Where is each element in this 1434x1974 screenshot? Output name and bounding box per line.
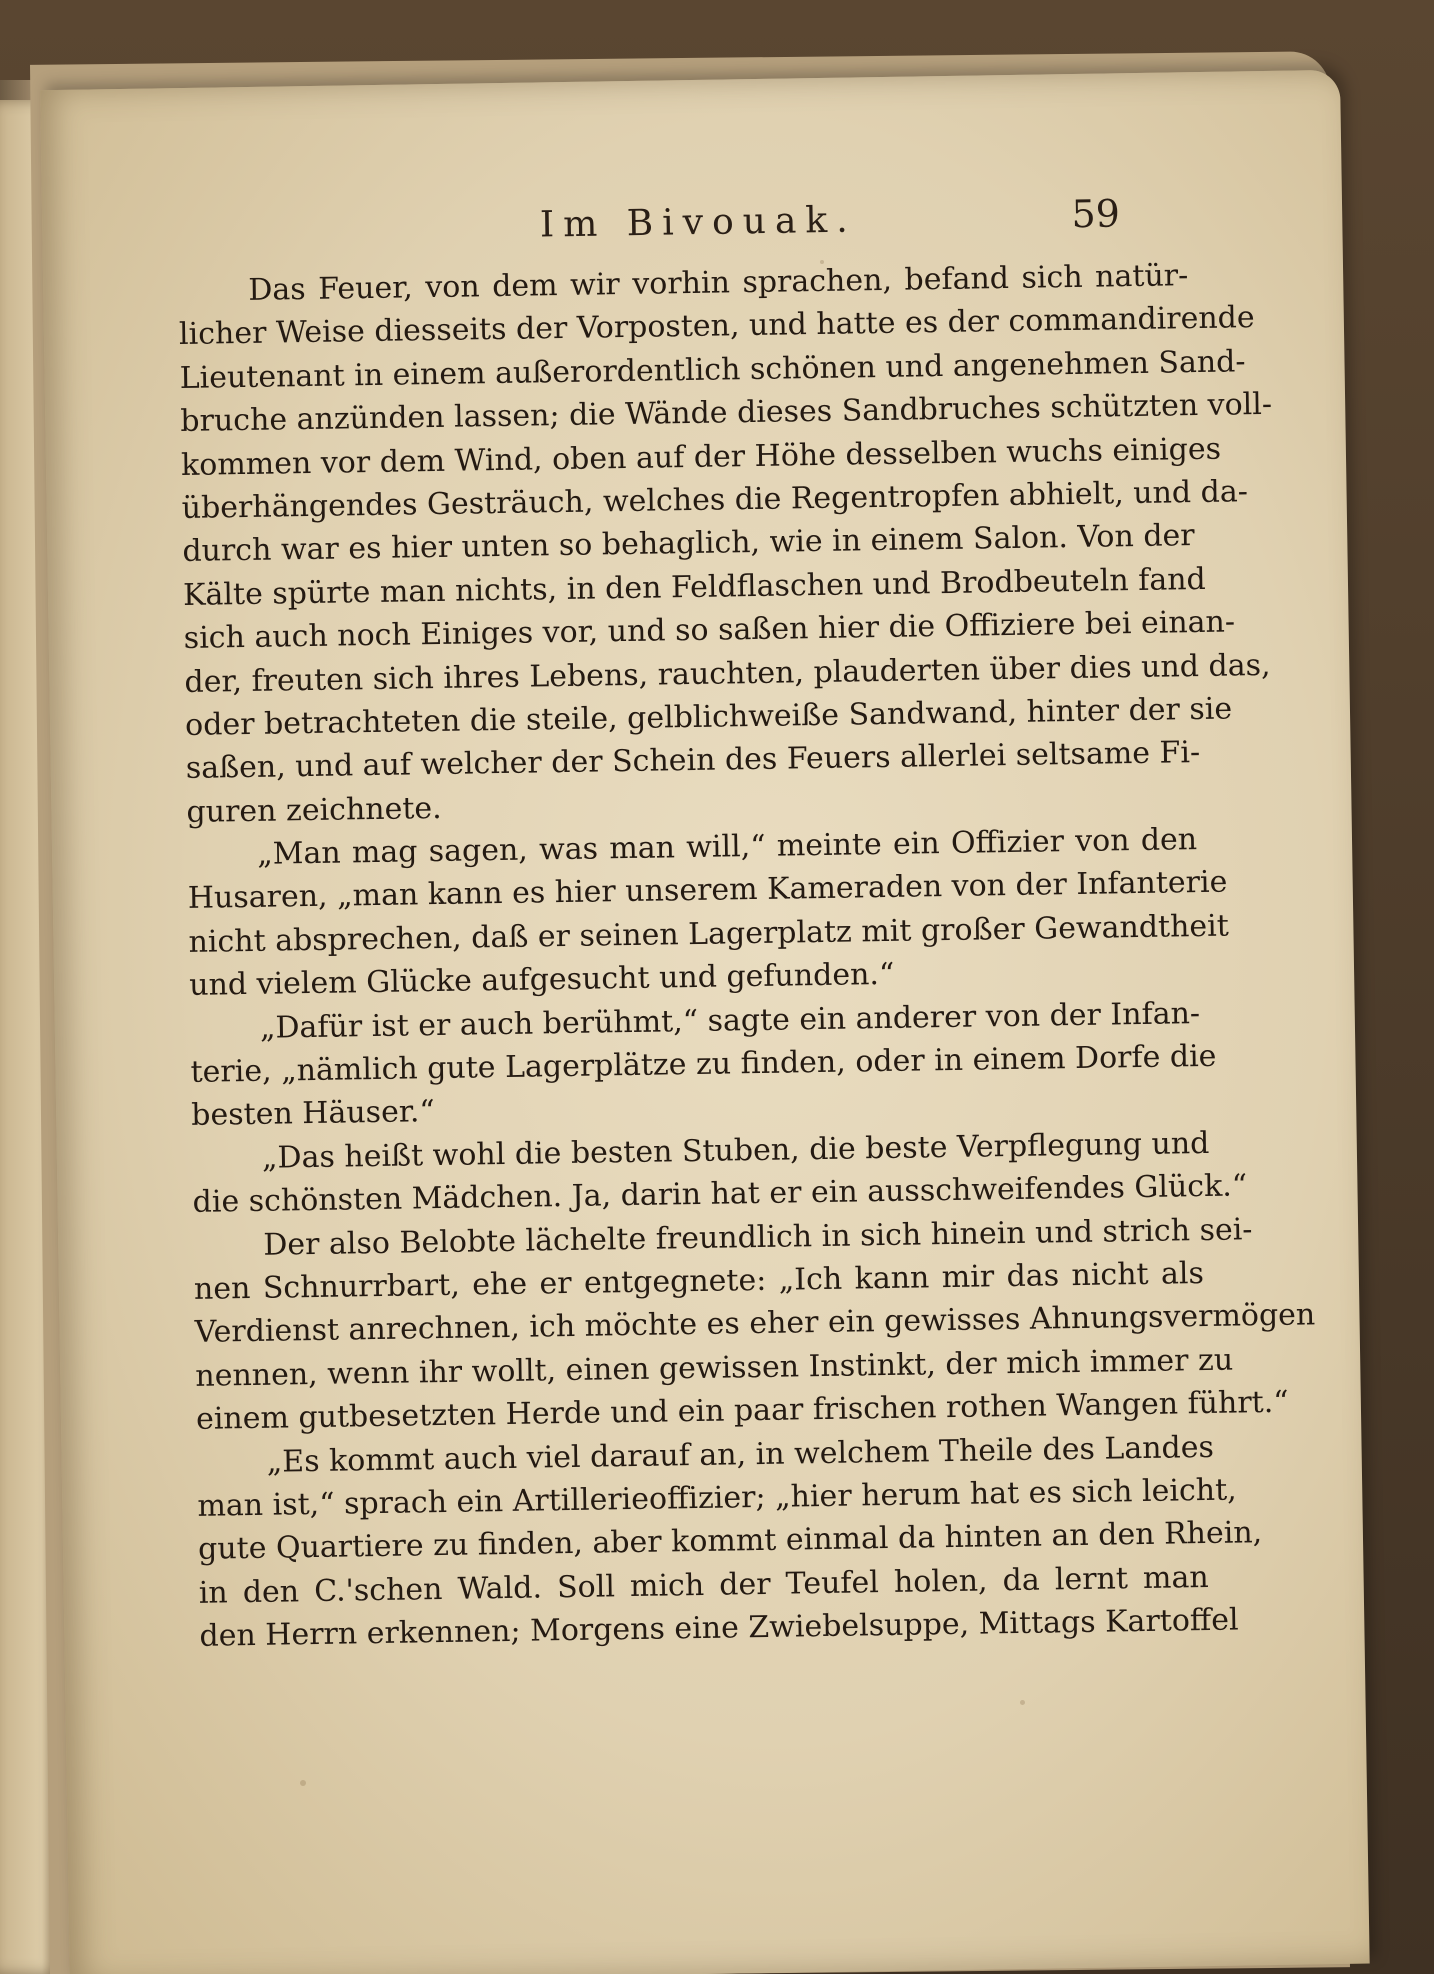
text-line: licher Weise diesseits der Vorposten, und hatte es der commandirende [178, 300, 1255, 353]
text-line: sich auch noch Einiges vor, und so saßen hier die Offiziere bei einan- [183, 604, 1236, 657]
text-line: nennen, wenn ihr wollt, einen gewissen Instinkt, der mich immer zu [195, 1342, 1234, 1394]
text-line: und vielem Glücke aufgesucht und gefunden.“ [188, 957, 895, 1004]
text-line: oder betrachteten die steile, gelblichweiße Sandwand, hinter der sie [184, 691, 1233, 743]
text-line: Verdienst anrechnen, ich möchte es eher ein gewisses Ahnungsvermögen [194, 1297, 1316, 1351]
text-line: den Herrn erkennen; Morgens eine Zwiebelsuppe, Mittags Kartoffel [199, 1602, 1239, 1654]
text-line: einem gutbesetzten Herde und ein paar frischen rothen Wangen führt.“ [195, 1384, 1289, 1438]
paper-fleck [300, 1780, 306, 1786]
text-line: die schönsten Mädchen. Ja, darin hat er ein ausschweifendes Glück.“ [192, 1168, 1248, 1221]
text-line: Lieutenant in einem außerordentlich schönen und angenehmen Sand- [179, 344, 1246, 396]
text-line: Das Feuer, von dem wir vorhin sprachen, befand sich natür- [248, 258, 1189, 308]
paper-fleck [1020, 1700, 1025, 1705]
text-line: kommen vor dem Wind, oben auf der Höhe desselben wuchs einiges [180, 431, 1222, 483]
text-line: nicht absprechen, daß er seinen Lagerplatz mit großer Gewandtheit [188, 908, 1230, 960]
running-title: Im Bivouak. [539, 199, 857, 246]
text-line: nen Schnurrbart, ehe er entgegnete: „Ich kann mir das nicht als [193, 1255, 1205, 1307]
running-head [540, 191, 1121, 260]
text-line: überhängendes Gesträuch, welches die Regentropfen abhielt, und da- [181, 474, 1249, 526]
text-line: saßen, und auf welcher der Schein des Feuers allerlei seltsame Fi- [185, 735, 1201, 787]
text-line: durch war es hier unten so behaglich, wie in einem Salon. Von der [182, 518, 1195, 570]
text-line: „Das heißt wohl die besten Stuben, die beste Verpflegung und [261, 1125, 1210, 1176]
text-line: „Dafür ist er auch berühmt,“ sagte ein anderer von der Infan- [259, 995, 1201, 1046]
text-line: terie, „nämlich gute Lagerplätze zu finden, oder in einem Dorfe die [190, 1038, 1217, 1090]
text-line: der, freuten sich ihres Lebens, rauchten, plauderten über dies und das, [184, 647, 1271, 700]
text-line: gute Quartiere zu finden, aber kommt einmal da hinten an den Rhein, [197, 1515, 1263, 1568]
text-line: man ist,“ sprach ein Artillerieoffizier; „hier herum hat es sich leicht, [197, 1472, 1237, 1524]
text-line: guren zeichnete. [186, 790, 442, 830]
text-line: Husaren, „man kann es hier unserem Kameraden von der Infanterie [187, 865, 1228, 917]
text-line: besten Häuser.“ [191, 1094, 436, 1134]
body-text [178, 254, 1316, 1710]
text-line: Der also Belobte lächelte freundlich in sich hinein und strich sei- [263, 1211, 1253, 1263]
page-number: 59 [1071, 191, 1121, 237]
text-line: „Es kommt auch viel darauf an, in welchem Theile des Landes [266, 1429, 1215, 1480]
text-line: Kälte spürte man nichts, in den Feldflaschen und Brodbeuteln fand [182, 561, 1206, 613]
text-line: „Man mag sagen, was man will,“ meinte ein Offizier von den [256, 822, 1198, 872]
text-line: bruche anzünden lassen; die Wände dieses Sandbruches schützten voll- [180, 387, 1273, 440]
text-line: in den C.'schen Wald. Soll mich der Teufel holen, da lernt man [198, 1559, 1209, 1611]
